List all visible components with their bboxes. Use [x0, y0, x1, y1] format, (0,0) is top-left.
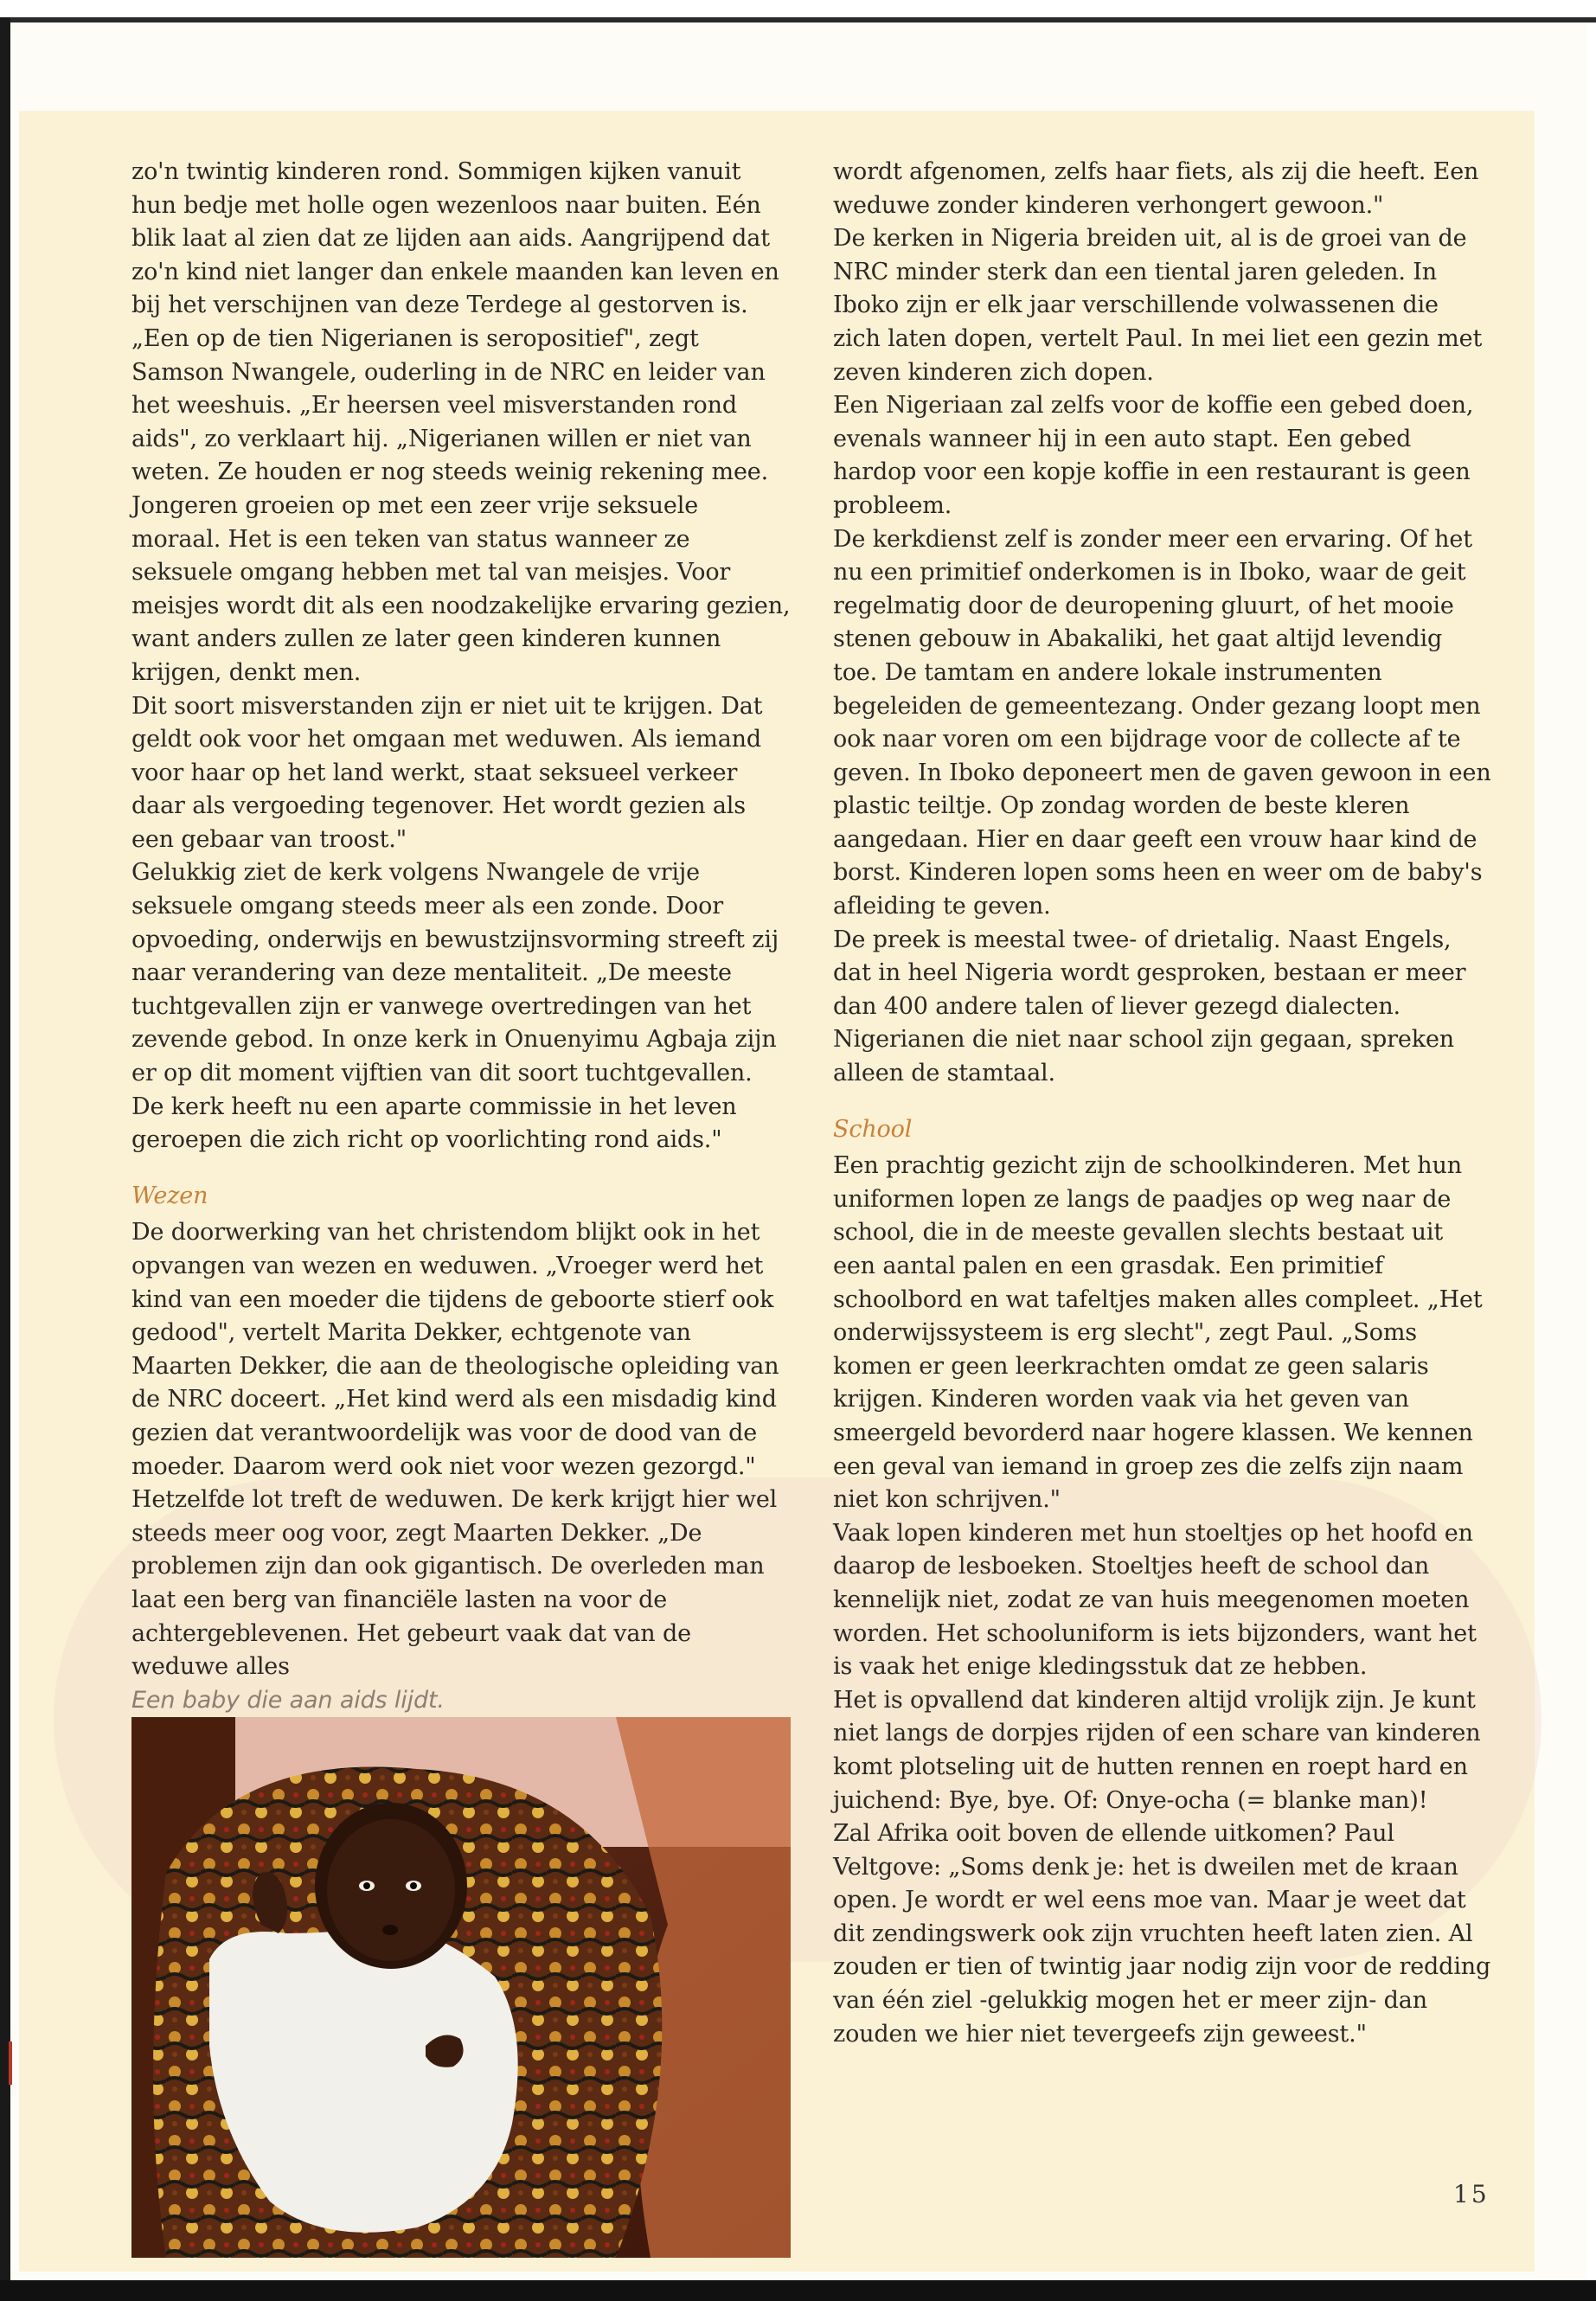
- page-number: 15: [1453, 2180, 1490, 2208]
- photo-caption: Een baby die aan aids lijdt.: [131, 1686, 445, 1714]
- margin-mark: [0, 2041, 12, 2085]
- body-paragraph: De preek is meestal twee- of drietalig. Naast Engels, dat in heel Nigeria wordt gesproken, bestaan er meer dan 400 andere talen of liever gezegd dialecten. Nigerianen die niet naar school zijn gegaan, spreken alleen de stamtaal.: [833, 926, 1466, 1087]
- section-heading-wezen: Wezen: [131, 1182, 208, 1209]
- body-paragraph: Een prachtig gezicht zijn de schoolkinderen. Met hun uniformen lopen ze langs de paadjes op weg naar de school, die in de meeste gevallen slechts bestaat uit een aantal palen en een grasdak. Een primitief schoolbord en wat tafeltjes maken alles compleet. „Het onderwijssysteem is erg slecht", zegt Paul. „Soms komen er geen leerkrachten omdat ze geen salaris krijgen. Kinderen worden vaak via het geven van smeergeld bevorderd naar hogere klassen. We kennen een geval van iemand in groep zes die zelfs zijn naam niet kon schrijven.": [833, 1152, 1483, 1514]
- right-column: [833, 156, 1492, 2051]
- body-paragraph: De doorwerking van het christendom blijkt ook in het opvangen van wezen en weduwen. „Vroeger werd het kind van een moeder die tijdens de geboorte stierf ook gedood", vertelt Marita Dekker, echtgenote van Maarten Dekker, die aan de theologische opleiding van de NRC doceert. „Het kind werd als een misdadig kind gezien dat verantwoordelijk was voor de dood van de moeder. Daarom werd ook niet voor wezen gezorgd.": [131, 1219, 779, 1480]
- baby-photo: [131, 1717, 791, 2258]
- scan-edge-left: [0, 17, 10, 2284]
- body-paragraph: Een Nigeriaan zal zelfs voor de koffie een gebed doen, evenals wanneer hij in een auto stapt. Een gebed hardop voor een kopje koffie in een restaurant is geen probleem.: [833, 392, 1474, 519]
- body-paragraph: zo'n twintig kinderen rond. Sommigen kijken vanuit hun bedje met holle ogen wezenloos naar buiten. Eén blik laat al zien dat ze lijden aan aids. Aangrijpend dat zo'n kind niet langer dan enkele maanden kan leven en bij het verschijnen van deze Terdege al gestorven is. „Een op de tien Nigerianen is seropositief", zegt Samson Nwangele, ouderling in de NRC en leider van het weeshuis. „Er heersen veel misverstanden rond aids", zo verklaart hij. „Nigerianen willen er niet van weten. Ze houden er nog steeds weinig rekening mee. Jongeren groeien op met een zeer vrije seksuele moraal. Het is een teken van status wanneer ze seksuele omgang hebben met tal van meisjes. Voor meisjes wordt dit als een noodzakelijke ervaring gezien, want anders zullen ze later geen kinderen kunnen krijgen, denkt men.: [131, 158, 791, 686]
- section-heading-school: School: [833, 1115, 913, 1143]
- body-paragraph: Hetzelfde lot treft de weduwen. De kerk krijgt hier wel steeds meer oog voor, zegt Maarten Dekker. „De problemen zijn dan ook gigantisch. De overleden man laat een berg van financiële lasten na voor de achtergeblevenen. Het gebeurt vaak dat van de weduwe alles: [131, 1486, 778, 1681]
- body-paragraph: Het is opvallend dat kinderen altijd vrolijk zijn. Je kunt niet langs de dorpjes rijden of een schare van kinderen komt plotseling uit de hutten rennen en roept hard en juichend: Bye, bye. Of: Onye-ocha (= blanke man)!: [833, 1686, 1481, 1814]
- body-paragraph: Gelukkig ziet de kerk volgens Nwangele de vrije seksuele omgang steeds meer als een zonde. Door opvoeding, onderwijs en bewustzijnsvorming streeft zij naar verandering van deze mentaliteit. „De meeste tuchtgevallen zijn er vanwege overtredingen van het zevende gebod. In onze kerk in Onuenyimu Agbaja zijn er op dit moment vijftien van dit soort tuchtgevallen. De kerk heeft nu een aparte commissie in het leven geroepen die zich richt op voorlichting rond aids.": [131, 859, 779, 1154]
- baby-photo-illustration: [131, 1717, 791, 2258]
- body-paragraph: wordt afgenomen, zelfs haar fiets, als zij die heeft. Een weduwe zonder kinderen verhongert gewoon.": [833, 158, 1479, 219]
- scan-edge-bottom: [0, 2280, 1596, 2301]
- body-paragraph: Zal Afrika ooit boven de ellende uitkomen? Paul Veltgove: „Soms denk je: het is dweilen met de kraan open. Je wordt er wel eens moe van. Maar je weet dat dit zendingswerk ook zijn vruchten heeft laten zien. Al zouden er tien of twintig jaar nodig zijn voor de redding van één ziel -gelukkig mogen het er meer zijn- dan zouden we hier niet tevergeefs zijn geweest.": [833, 1820, 1491, 2048]
- body-paragraph: De kerken in Nigeria breiden uit, al is de groei van de NRC minder sterk dan een tiental jaren geleden. In Iboko zijn er elk jaar verschillende volwassenen die zich laten dopen, vertelt Paul. In mei liet een gezin met zeven kinderen zich dopen.: [833, 225, 1483, 386]
- body-paragraph: Dit soort misverstanden zijn er niet uit te krijgen. Dat geldt ook voor het omgaan met weduwen. Als iemand voor haar op het land werkt, staat seksueel verkeer daar als vergoeding tegenover. Het wordt gezien als een gebaar van troost.": [131, 692, 763, 853]
- body-paragraph: De kerkdienst zelf is zonder meer een ervaring. Of het nu een primitief onderkomen is in Iboko, waar de geit regelmatig door de deuropening gluurt, of het mooie stenen gebouw in Abakaliki, het gaat altijd levendig toe. De tamtam en andere lokale instrumenten begeleiden de gemeentezang. Onder gezang loopt men ook naar voren om een bijdrage voor de collecte af te geven. In Iboko deponeert men de gaven gewoon in een plastic teiltje. Op zondag worden de beste kleren aangedaan. Hier en daar geeft een vrouw haar kind de borst. Kinderen lopen soms heen en weer om de baby's afleiding te geven.: [833, 525, 1491, 920]
- body-paragraph: Vaak lopen kinderen met hun stoeltjes op het hoofd en daarop de lesboeken. Stoeltjes heeft de school dan kennelijk niet, zodat ze van huis meegenomen moeten worden. Het schooluniform is iets bijzonders, want het is vaak het enige kledingsstuk dat ze hebben.: [833, 1519, 1477, 1681]
- left-column: [131, 156, 791, 1717]
